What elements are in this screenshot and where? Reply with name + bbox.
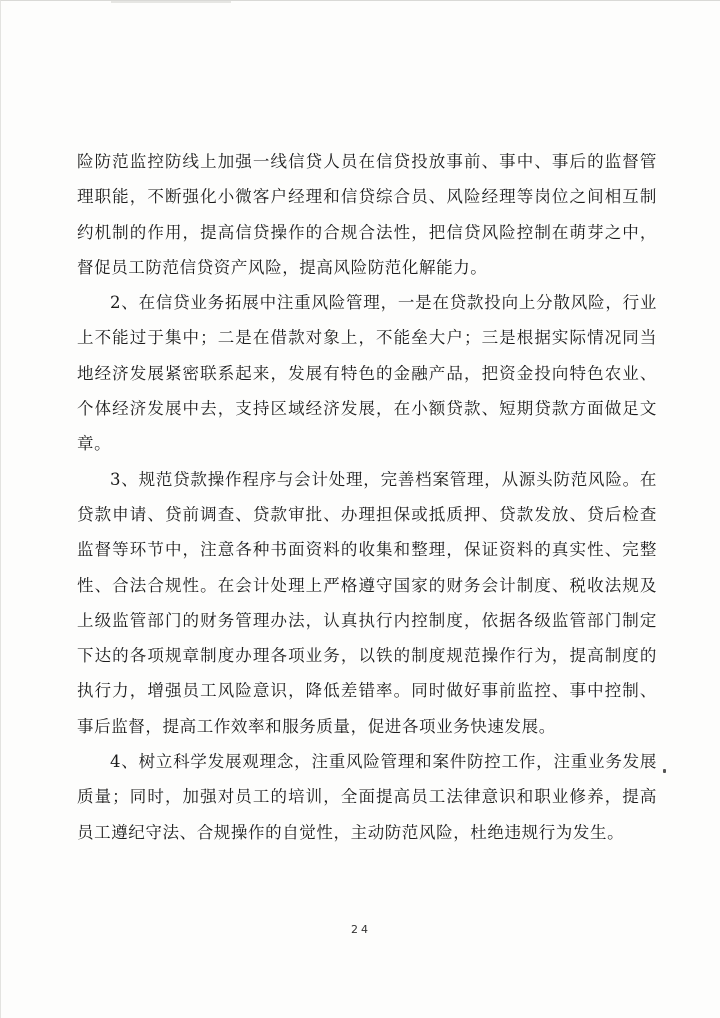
document-body (77, 144, 657, 850)
paragraph-item-2: 2、在信贷业务拓展中注重风险管理，一是在贷款投向上分散风险，行业上不能过于集中；二是在借款对象上，不能垒大户；三是根据实际情况同当地经济发展紧密联系起来，发展有特色的金融产品，把资金投向特色农业、个体经济发展中去，支持区域经济发展，在小额贷款、短期贷款方面做足文章。 (77, 293, 657, 454)
scan-speck (663, 769, 666, 773)
paragraph-item-3: 3、规范贷款操作程序与会计处理，完善档案管理，从源头防范风险。在贷款申请、贷前调查、贷款审批、办理担保或抵质押、贷款发放、贷后检查监督等环节中，注意各种书面资料的收集和整理，保证资料的真实性、完整性、合法合规性。在会计处理上严格遵守国家的财务会计制度、税收法规及上级监管部门的财务管理办法，认真执行内控制度，依据各级监管部门制定下达的各项规章制度办理各项业务，以铁的制度规范操作行为，提高制度的执行力，增强员工风险意识，降低差错率。同时做好事前监控、事中控制、事后监督，提高工作效率和服务质量，促进各项业务快速发展。 (77, 469, 657, 736)
paragraph-item-4: 4、树立科学发展观理念，注重风险管理和案件防控工作，注重业务发展质量；同时，加强对员工的培训，全面提高员工法律意识和职业修养，提高员工遵纪守法、合规操作的自觉性，主动防范风险，杜绝违规行为发生。 (77, 752, 657, 842)
paragraph-continuation: 险防范监控防线上加强一线信贷人员在信贷投放事前、事中、事后的监督管理职能，不断强化小微客户经理和信贷综合员、风险经理等岗位之间相互制约机制的作用，提高信贷操作的合规合法性，把信贷风险控制在萌芽之中，督促员工防范信贷资产风险，提高风险防范化解能力。 (77, 152, 657, 277)
page-number: 24 (351, 923, 371, 936)
scan-edge-mark (111, 1, 231, 3)
